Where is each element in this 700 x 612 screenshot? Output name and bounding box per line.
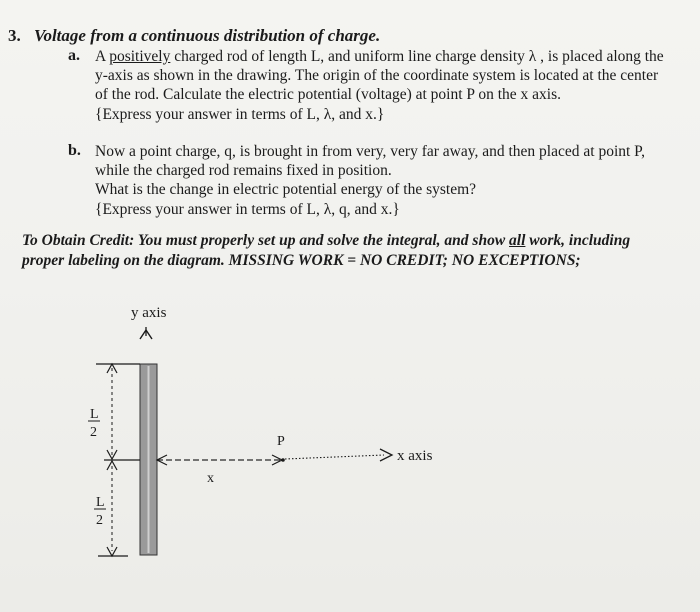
problem-title: Voltage from a continuous distribution of charge. [34,26,381,45]
credit-line-1-post: work, including [525,232,631,249]
lower-half-arrow-down-icon [107,547,117,556]
part-b-label: b. [68,142,81,159]
part-a-line-1-pre: A [95,48,110,65]
x-axis-line [285,455,384,459]
y-axis-label: y axis [131,305,167,321]
credit-line-1-pre: To Obtain Credit: You must properly set up and solve the integral, and show [22,232,510,249]
credit-line-2: proper labeling on the diagram. MISSING WORK = NO CREDIT; NO EXCEPTIONS; [22,252,581,269]
part-a-positively: positively [109,48,171,65]
problem-number: 3. [8,26,21,45]
part-b-line-4: {Express your answer in terms of L, λ, q, and x.} [95,201,400,218]
point-p-marker [281,458,285,462]
upper-half-numerator: L [90,407,99,422]
lower-half-numerator: L [96,495,105,510]
point-p-label: P [277,434,285,449]
part-b-line-2: while the charged rod remains fixed in position. [95,162,392,179]
x-distance-label: x [207,471,214,486]
part-a-label: a. [68,47,80,64]
credit-all: all [509,232,526,249]
x-axis-arrowhead-icon [380,449,392,461]
part-a-line-2: y-axis as shown in the drawing. The origin of the coordinate system is located at the center [95,67,659,84]
x-axis-label: x axis [397,448,433,464]
lower-half-denominator: 2 [96,513,103,528]
part-b-line-3: What is the change in electric potential energy of the system? [95,181,477,198]
part-b-line-1: Now a point charge, q, is brought in from very, very far away, and then placed at point P, [95,143,645,160]
part-a-line-4: {Express your answer in terms of L, λ, and x.} [95,106,385,123]
upper-half-denominator: 2 [90,425,97,440]
part-a-line-1-post: charged rod of length L, and uniform line charge density λ , is placed along the [170,48,664,65]
part-a-line-3: of the rod. Calculate the electric potential (voltage) at point P on the x axis. [95,86,561,103]
